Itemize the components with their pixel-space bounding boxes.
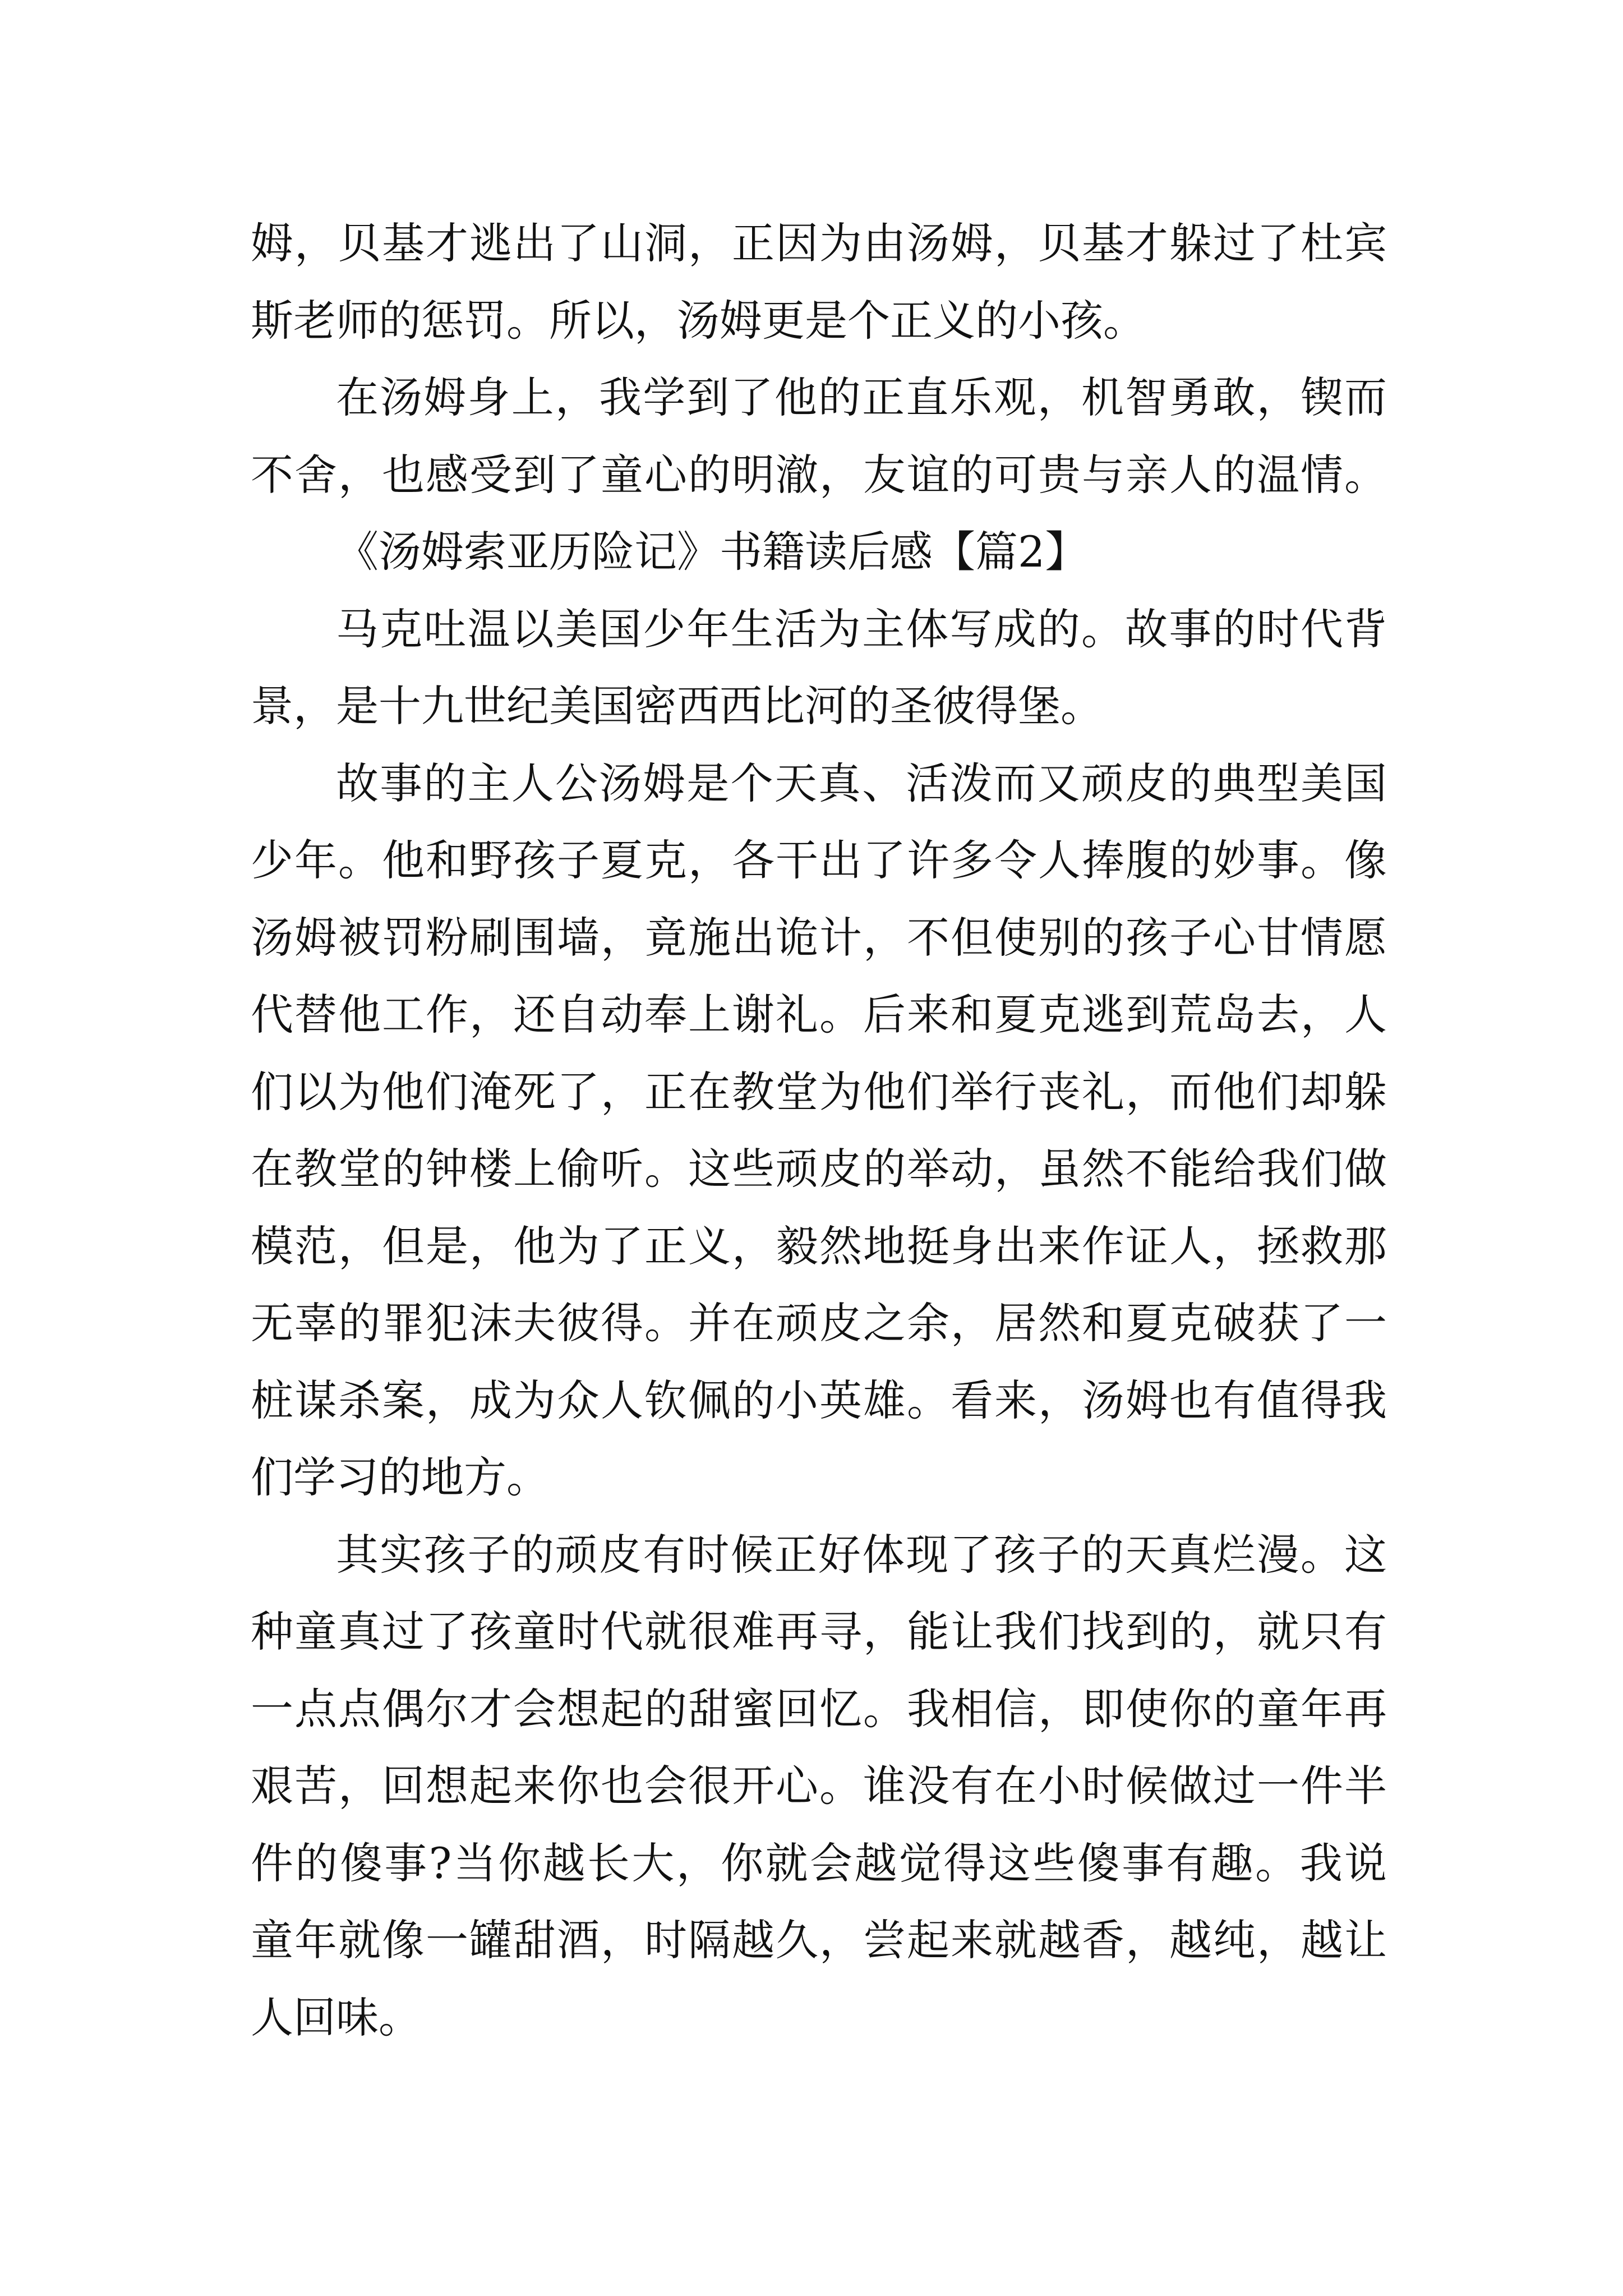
paragraph-line: 其实孩子的顽皮有时候正好体现了孩子的天真烂漫。这 bbox=[336, 1529, 1387, 1580]
section-heading: 《汤姆索亚历险记》书籍读后感【篇2】 bbox=[336, 527, 1088, 577]
paragraph-line: 无辜的罪犯沫夫彼得。并在顽皮之余，居然和夏克破获了一 bbox=[251, 1298, 1387, 1348]
paragraph-line: 汤姆被罚粉刷围墙，竟施出诡计，不但使别的孩子心甘情愿 bbox=[251, 912, 1387, 963]
paragraph-line: 故事的主人公汤姆是个天真、活泼而又顽皮的典型美国 bbox=[336, 758, 1387, 808]
paragraph-line: 不舍，也感受到了童心的明澈，友谊的可贵与亲人的温情。 bbox=[251, 449, 1387, 500]
paragraph-line: 少年。他和野孩子夏克，各干出了许多令人捧腹的妙事。像 bbox=[251, 835, 1387, 885]
paragraph-line: 种童真过了孩童时代就很难再寻，能让我们找到的，就只有 bbox=[251, 1607, 1387, 1657]
paragraph-line: 模范，但是，他为了正义，毅然地挺身出来作证人，拯救那 bbox=[251, 1221, 1387, 1271]
paragraph-line: 斯老师的惩罚。所以，汤姆更是个正义的小孩。 bbox=[251, 295, 1146, 346]
paragraph-line: 人回味。 bbox=[251, 1992, 421, 2042]
paragraph-line: 在汤姆身上，我学到了他的正直乐观，机智勇敢，锲而 bbox=[336, 372, 1387, 422]
paragraph-line: 们以为他们淹死了，正在教堂为他们举行丧礼，而他们却躲 bbox=[251, 1066, 1387, 1117]
document-body bbox=[251, 205, 1387, 2056]
paragraph-line: 艰苦，回想起来你也会很开心。谁没有在小时候做过一件半 bbox=[251, 1761, 1387, 1811]
paragraph-line: 代替他工作，还自动奉上谢礼。后来和夏克逃到荒岛去，人 bbox=[251, 990, 1387, 1039]
paragraph-line: 桩谋杀案，成为众人钦佩的小英雄。看来，汤姆也有值得我 bbox=[251, 1375, 1387, 1425]
paragraph-line: 景，是十九世纪美国密西西比河的圣彼得堡。 bbox=[251, 681, 1103, 731]
paragraph-line: 们学习的地方。 bbox=[251, 1452, 549, 1502]
paragraph-line: 马克吐温以美国少年生活为主体写成的。故事的时代背 bbox=[336, 604, 1387, 654]
paragraph-line: 童年就像一罐甜酒，时隔越久，尝起来就越香，越纯，越让 bbox=[251, 1915, 1387, 1965]
paragraph-line: 在教堂的钟楼上偷听。这些顽皮的举动，虽然不能给我们做 bbox=[251, 1144, 1387, 1194]
paragraph-line: 件的傻事?当你越长大，你就会越觉得这些傻事有趣。我说 bbox=[251, 1838, 1387, 1888]
paragraph-line: 姆，贝基才逃出了山洞，正因为由汤姆，贝基才躲过了杜宾 bbox=[251, 218, 1387, 268]
paragraph-line: 一点点偶尔才会想起的甜蜜回忆。我相信，即使你的童年再 bbox=[251, 1683, 1387, 1734]
